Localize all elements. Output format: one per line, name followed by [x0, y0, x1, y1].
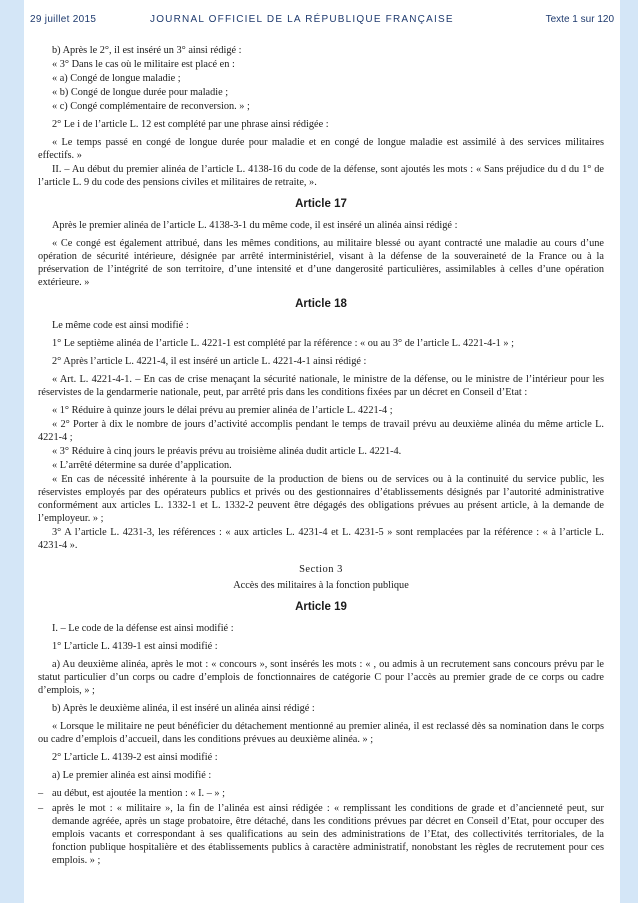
paragraph: « a) Congé de longue maladie ;	[52, 73, 181, 84]
paragraph: « Lorsque le militaire ne peut bénéficier du détachement mentionné au premier alinéa, il est reclassé dès sa nomination dans le corps ou cadre d’emplois d’accueil, dans les conditions prévues au deuxième alinéa. » ;	[38, 721, 604, 745]
paragraph: « Art. L. 4221-4-1. – En cas de crise menaçant la sécurité nationale, le ministre de la défense, ou le ministre de l’intérieur pour les réservistes de la gendarmerie nationale, peut, par arrêté pris dans les conditions fixées par un décret en Conseil d’Etat :	[38, 374, 604, 398]
paragraph: II. – Au début du premier alinéa de l’article L. 4138-16 du code de la défense, sont ajoutés les mots : « Sans préjudice du d du 1° de l’article L. 9 du code des pensions civiles et militaires de retraite, ».	[38, 164, 604, 188]
paragraph: « Ce congé est également attribué, dans les mêmes conditions, au militaire blessé ou ayant contracté une maladie au cours d’une opération de sécurité intérieure, désignée par arrêté interministériel, visant à la défense de la souveraineté de la France ou à la préservation de l’intégrité de son territoire, d’une intensité et d’une dangerosité particulières, assimilables à celles d’une opération extérieure. »	[38, 238, 604, 288]
document-page	[26, 0, 618, 903]
paragraph: « 3° Réduire à cinq jours le préavis prévu au troisième alinéa dudit article L. 4221-4.	[52, 446, 402, 457]
dash-list-item: – au début, est ajoutée la mention : « I. – » ;	[38, 787, 604, 800]
dash-list-item: – après le mot : « militaire », la fin de l’alinéa est ainsi rédigée : « remplissant les conditions de grade et d’ancienneté peut, sur demande agréée, après un stage probatoire, être détaché, dans les conditions prévues par décret en Conseil d’Etat, pour occuper des emplois vacants et correspondant à ses qualifications au sein des administrations de l’Etat, des collectivités territoriales, de la fonction publique hospitalière et des établissements publics à caractère administratif, nonobstant les règles de recrutement pour ces emplois. » ;	[38, 802, 604, 867]
page-header	[30, 14, 614, 30]
paragraph: a) Au deuxième alinéa, après le mot : « concours », sont insérés les mots : « , ou admis à un recrutement sans concours prévu par le statut particulier d’un corps ou cadre d’emplois de fonctionnaires de catégorie C pour l’accès au premier grade de ce corps ou cadre d’emplois, » ;	[38, 659, 604, 696]
article-heading: Article 19	[295, 601, 347, 613]
section-title: Accès des militaires à la fonction publique	[233, 580, 409, 591]
paragraph: I. – Le code de la défense est ainsi modifié :	[52, 623, 234, 634]
paragraph: « En cas de nécessité inhérente à la poursuite de la production de biens ou de services ou à la continuité du service public, les réservistes employés par des opérateurs publics et privés ou des gestionnaires d’établissements désignés par l’autorité administrative conformément aux articles L. 1332-1 et L. 1332-2 peuvent être dégagés des obligations prévues au présent article, à la demande de l’employeur. » ;	[38, 474, 604, 524]
paragraph: « 1° Réduire à quinze jours le délai prévu au premier alinéa de l’article L. 4221-4 ;	[52, 405, 393, 416]
paragraph: « 2° Porter à dix le nombre de jours d’activité accomplis pendant le temps de travail prévu au deuxième alinéa du même article L. 4221-4 ;	[38, 419, 604, 443]
paragraph: 2° Après l’article L. 4221-4, il est inséré un article L. 4221-4-1 ainsi rédigé :	[52, 356, 367, 367]
paragraph: 1° L’article L. 4139-1 est ainsi modifié :	[52, 641, 218, 652]
paragraph: b) Après le 2°, il est inséré un 3° ainsi rédigé :	[52, 45, 242, 56]
article-heading: Article 18	[295, 298, 347, 310]
paragraph: 1° Le septième alinéa de l’article L. 4221-1 est complété par la référence : « ou au 3° de l’article L. 4221-4-1 » ;	[52, 338, 514, 349]
paragraph: 2° Le i de l’article L. 12 est complété par une phrase ainsi rédigée :	[52, 119, 329, 130]
paragraph: « 3° Dans le cas où le militaire est placé en :	[52, 59, 235, 70]
right-margin-band	[620, 0, 638, 903]
paragraph: « Le temps passé en congé de longue durée pour maladie et en congé de longue maladie est assimilé à des services militaires effectifs. »	[38, 137, 604, 161]
header-page-counter: Texte 1 sur 120	[545, 14, 614, 25]
paragraph: 3° A l’article L. 4231-3, les références : « aux articles L. 4231-4 et L. 4231-5 » sont remplacées par la référence : « à l’article L. 4231-4 ».	[38, 527, 604, 551]
paragraph: Le même code est ainsi modifié :	[52, 320, 189, 331]
paragraph: « L’arrêté détermine sa durée d’application.	[52, 460, 232, 471]
left-margin-band	[0, 0, 24, 903]
document-body	[38, 44, 604, 869]
article-heading: Article 17	[295, 198, 347, 210]
paragraph: Après le premier alinéa de l’article L. 4138-3-1 du même code, il est inséré un alinéa ainsi rédigé :	[52, 220, 458, 231]
paragraph: « b) Congé de longue durée pour maladie ;	[52, 87, 229, 98]
header-journal-title: JOURNAL OFFICIEL DE LA RÉPUBLIQUE FRANÇAISE	[150, 14, 454, 25]
paragraph: b) Après le deuxième alinéa, il est inséré un alinéa ainsi rédigé :	[52, 703, 315, 714]
paragraph: 2° L’article L. 4139-2 est ainsi modifié :	[52, 752, 218, 763]
section-heading: Section 3	[299, 564, 343, 575]
header-date: 29 juillet 2015	[30, 14, 97, 25]
paragraph: a) Le premier alinéa est ainsi modifié :	[52, 770, 212, 781]
paragraph: « c) Congé complémentaire de reconversion. » ;	[52, 101, 250, 112]
